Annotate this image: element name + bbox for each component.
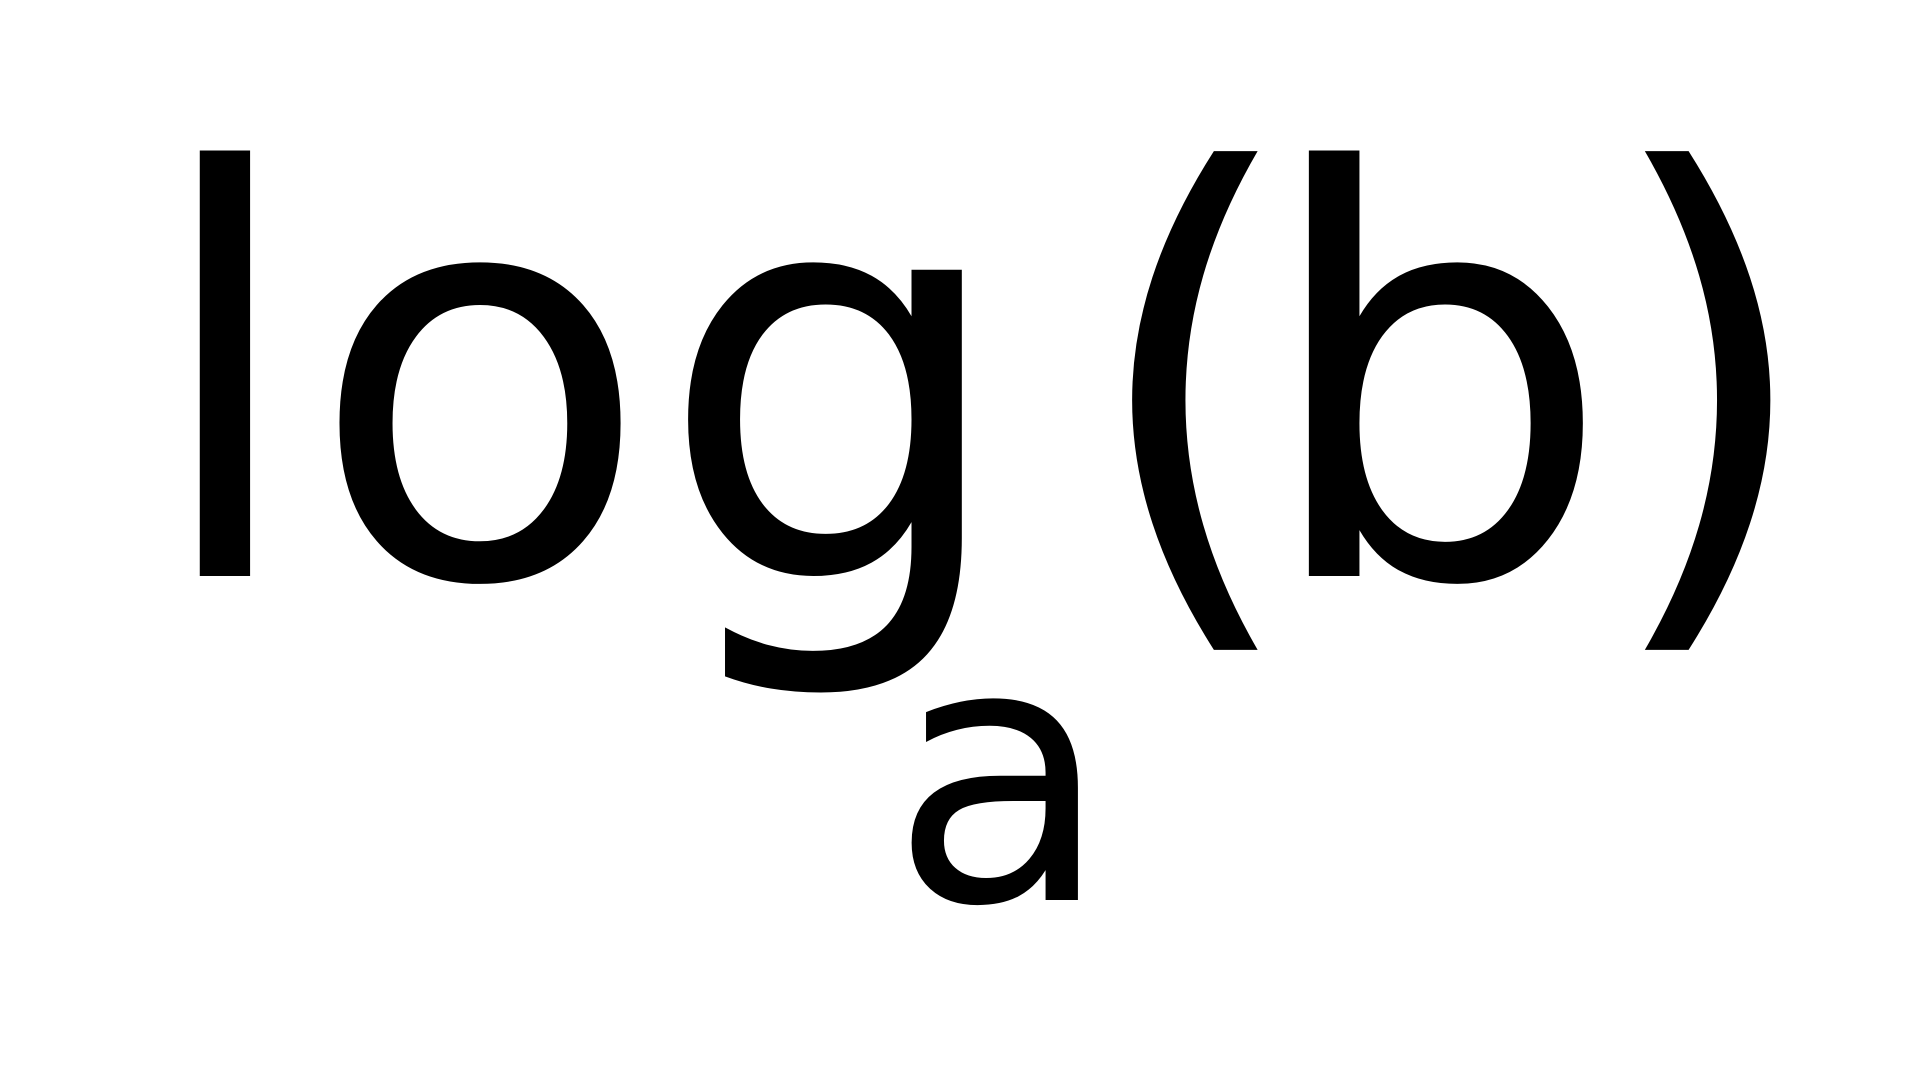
log-argument: b <box>1258 57 1614 709</box>
close-parenthesis: ) <box>1600 57 1819 709</box>
log-base-subscript: a <box>890 566 1111 985</box>
open-parenthesis: ( <box>1084 57 1303 709</box>
log-function-name: log <box>147 57 1019 709</box>
